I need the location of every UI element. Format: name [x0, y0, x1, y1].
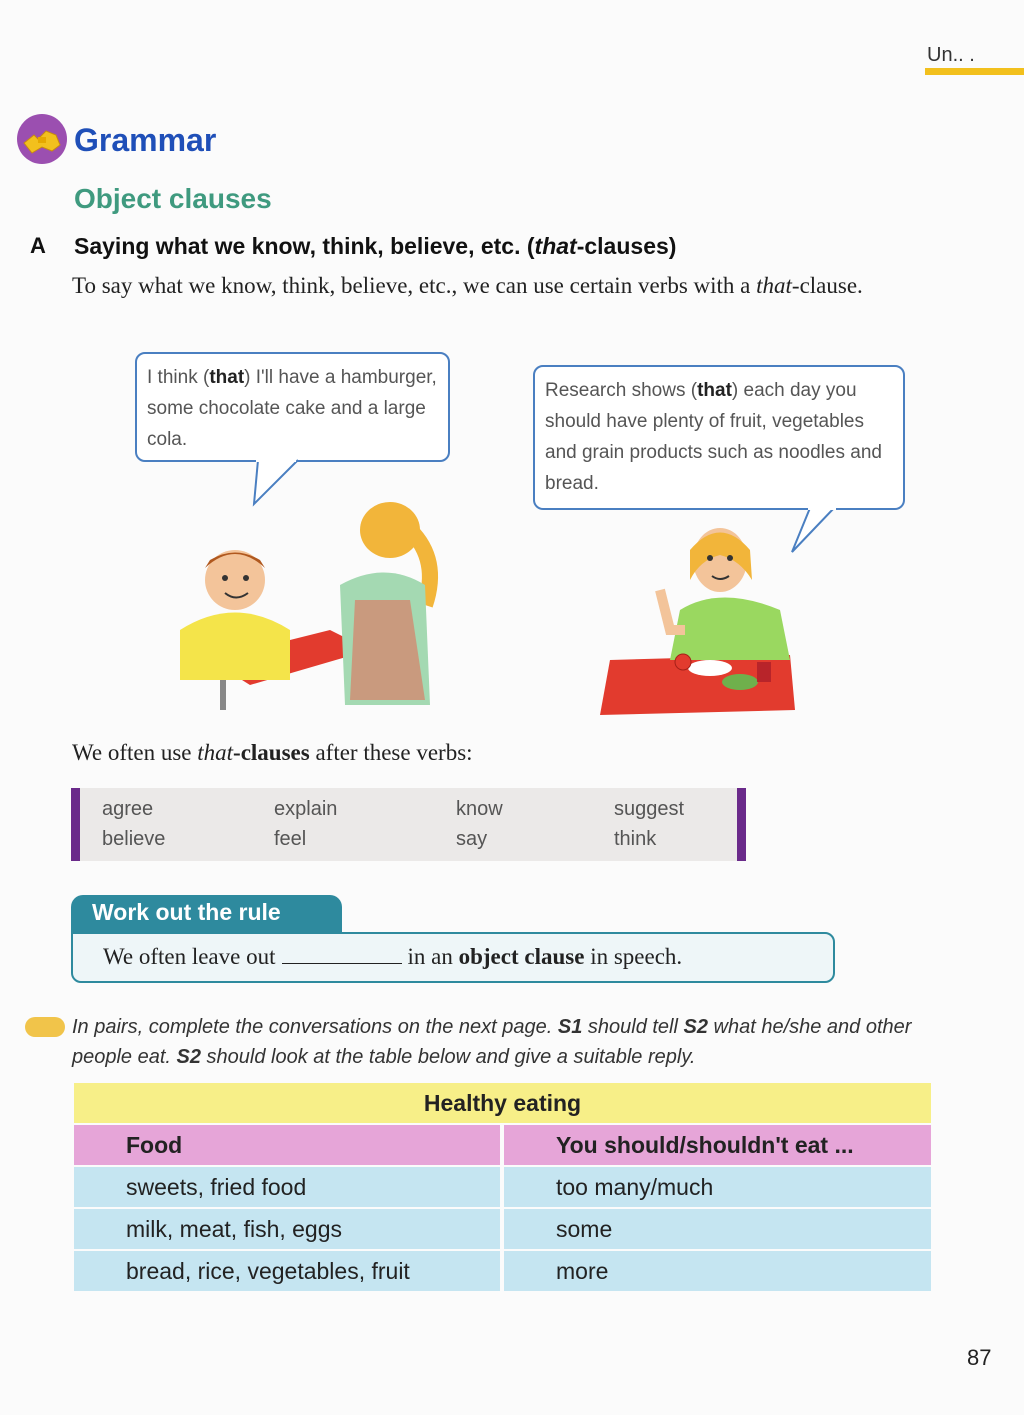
table-cell: some: [504, 1209, 931, 1249]
verb-box-right-bar: [737, 788, 746, 861]
speech-bubble-woman: Research shows (that) each day you should have plenty of fruit, vegetables and grain products such as noodles and bread.: [533, 365, 905, 510]
table-cell: sweets, fried food: [74, 1167, 504, 1207]
table-title: Healthy eating: [74, 1083, 931, 1123]
table-cell: too many/much: [504, 1167, 931, 1207]
verb-item: know: [456, 798, 503, 820]
rule-sentence: We often leave out in an object clause in speech.: [103, 944, 683, 969]
table-header-row: [74, 1125, 931, 1165]
cafe-illustration: [140, 490, 820, 720]
rule-blank[interactable]: [282, 945, 402, 964]
intro-paragraph: To say what we know, think, believe, etc., we can use certain verbs with a that-clause.: [72, 273, 863, 298]
speech-bubble-boy: I think (that) I'll have a hamburger, some chocolate cake and a large cola.: [135, 352, 450, 462]
table-cell: milk, meat, fish, eggs: [74, 1209, 504, 1249]
verbs-intro-text: We often use that-clauses after these verbs:: [72, 740, 473, 765]
verb-item: feel: [274, 828, 307, 850]
verb-item: believe: [102, 828, 166, 850]
activity-instructions: In pairs, complete the conversations on the next page. S1 should tell S2 what he/she and other people eat. S2 should look at the table below and give a suitable reply.: [72, 1016, 912, 1068]
verb-item: say: [456, 828, 488, 850]
subsection-heading: Saying what we know, think, believe, etc. (that-clauses): [74, 233, 677, 259]
unit-tab-bar: [925, 68, 1024, 75]
verb-list-box: [71, 788, 746, 861]
table-row: [74, 1251, 931, 1291]
table-row: [74, 1167, 931, 1207]
page-number: 87: [967, 1345, 992, 1370]
unit-tab-label: Un.. .: [927, 44, 975, 66]
table-cell: more: [504, 1251, 931, 1291]
column-header: Food: [74, 1125, 504, 1165]
section-subtitle: Object clauses: [74, 183, 272, 214]
subsection-letter: A: [30, 233, 46, 258]
table-row: [74, 1209, 931, 1249]
verb-item: agree: [102, 798, 154, 820]
healthy-eating-table: [74, 1081, 931, 1293]
column-header: You should/shouldn't eat ...: [504, 1125, 931, 1165]
puzzle-icon: [16, 113, 68, 165]
verb-box-left-bar: [71, 788, 80, 861]
verb-item: explain: [274, 798, 338, 820]
verb-item: suggest: [614, 798, 685, 820]
verb-item: think: [614, 828, 657, 850]
pair-activity-marker: [25, 1017, 65, 1037]
section-title: Grammar: [74, 122, 217, 158]
table-cell: bread, rice, vegetables, fruit: [74, 1251, 504, 1291]
table-title-row: [74, 1083, 931, 1123]
rule-tab-label: Work out the rule: [92, 899, 281, 925]
